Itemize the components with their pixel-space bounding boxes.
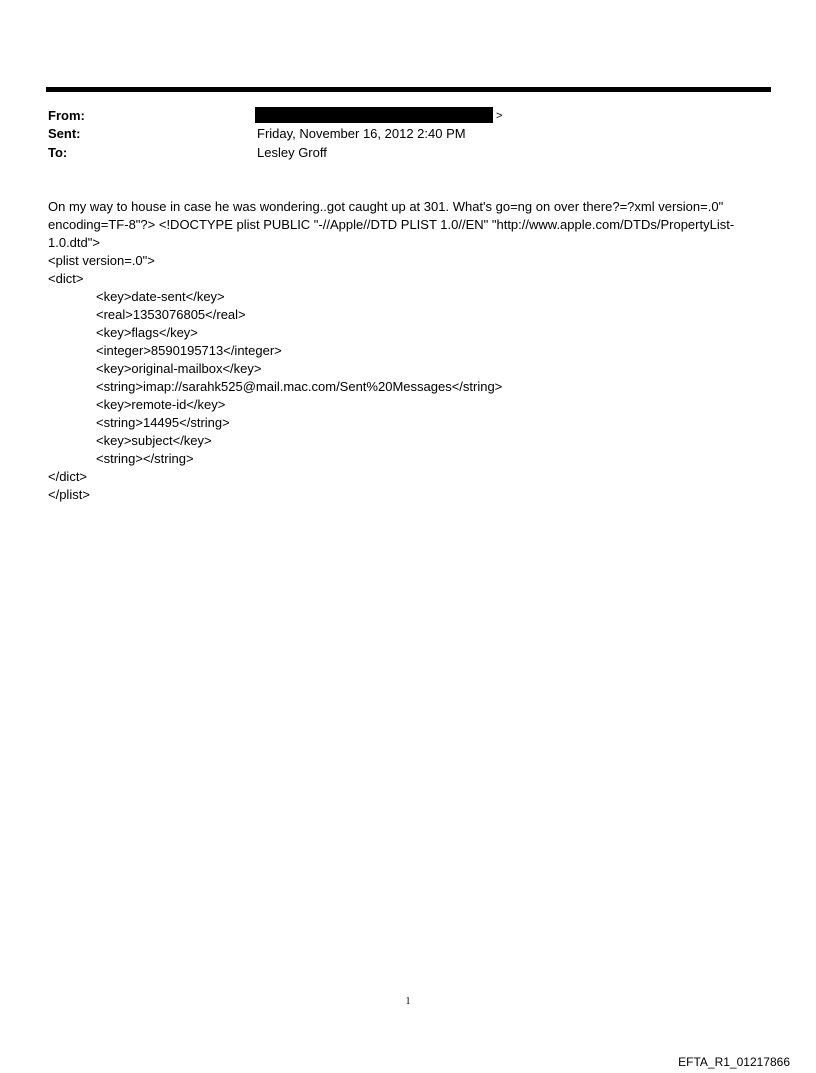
to-label: To: — [48, 145, 68, 160]
sent-value: Friday, November 16, 2012 2:40 PM — [257, 126, 466, 141]
plist-entry: <key>original-mailbox</key> — [96, 361, 262, 376]
to-value: Lesley Groff — [257, 145, 327, 160]
from-value-suffix: > — [496, 110, 503, 122]
header-rule — [46, 87, 771, 92]
plist-entry: <string>imap://sarahk525@mail.mac.com/Sent%20Messages</string> — [96, 379, 503, 394]
plist-entry: <integer>8590195713</integer> — [96, 343, 282, 358]
bates-number: EFTA_R1_01217866 — [678, 1055, 790, 1069]
sent-label: Sent: — [48, 126, 81, 141]
plist-entry: <real>1353076805</real> — [96, 307, 246, 322]
plist-entry: <key>remote-id</key> — [96, 397, 226, 412]
plist-entry: <string>14495</string> — [96, 415, 230, 430]
dict-close-line: </dict> — [48, 469, 88, 484]
plist-entry: <key>date-sent</key> — [96, 289, 225, 304]
plist-entry: <key>flags</key> — [96, 325, 198, 340]
plist-entry: <key>subject</key> — [96, 433, 212, 448]
plist-close-line: </plist> — [48, 487, 90, 502]
dict-open-line: <dict> — [48, 271, 84, 286]
body-paragraph: On my way to house in case he was wondering..got caught up at 301. What's go=ng on over there?=?xml version=.0" encoding=TF-8"?> <!DOCTYPE plist PUBLIC "-//Apple//DTD PLIST 1.0//EN" "http://www.apple.com/DTDs/PropertyList-1.0.dtd"> — [48, 199, 735, 250]
page-number: 1 — [405, 996, 411, 1007]
plist-entry: <string></string> — [96, 451, 194, 466]
plist-open-line: <plist version=.0"> — [48, 253, 155, 268]
email-body — [48, 198, 768, 504]
from-label: From: — [48, 108, 85, 123]
redaction-bar — [255, 107, 493, 123]
